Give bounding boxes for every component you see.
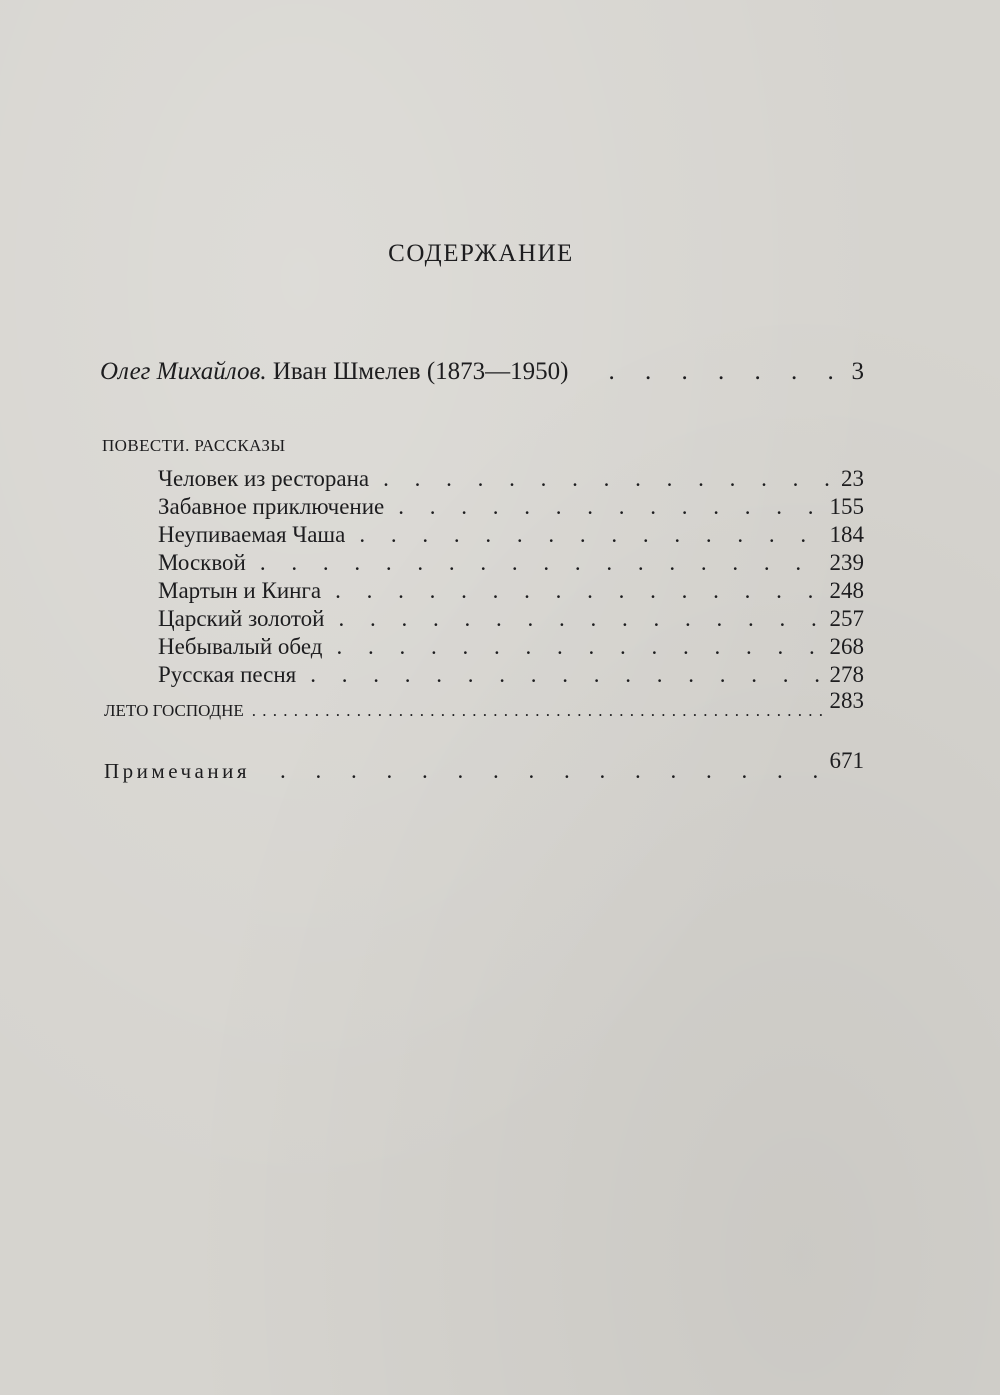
page-number: 155 [829,494,864,519]
toc-entry-title: Забавное приключение [158,494,385,519]
page-number: 283 [829,688,864,713]
dot-leader [338,606,823,632]
toc-entry [158,578,864,604]
dot-leader [310,662,823,688]
page-number: 184 [829,522,864,547]
toc-entry-title: Мартын и Кинга [158,578,322,603]
page-number: 278 [829,662,864,687]
page-number: 248 [829,578,864,603]
toc-entry [158,662,864,688]
toc-entry-title: Неупиваемая Чаша [158,522,346,547]
dot-leader [336,634,823,660]
toc-entry [158,466,864,492]
page-number: 268 [829,634,864,659]
toc-entry-title: Небывалый обед [158,634,323,659]
page-number: 3 [851,358,864,385]
toc-entry-title: Русская песня [158,662,297,687]
toc-entry-title: ЛЕТО ГОСПОДНЕ [104,701,244,720]
toc-entry [158,550,864,576]
toc-entry [158,606,864,632]
toc-entry-title: Москвой [158,550,246,575]
page-number: 23 [841,466,864,491]
toc-entry [158,634,864,660]
section-label-povesti: ПОВЕСТИ. РАССКАЗЫ [102,436,286,455]
toc-entry-title: Примечания [104,759,251,783]
preface-author: Олег Михайлов. [100,358,267,385]
dot-leader [398,494,823,520]
toc-entry [158,494,864,520]
toc-entry-title: Человек из ресторана [158,466,370,491]
page-number: 257 [829,606,864,631]
page-number: 239 [829,550,864,575]
dot-leader [383,466,835,492]
toc-entry-title: Царский золотой [158,606,325,631]
toc-entry-title [100,358,569,386]
dot-leader [280,758,823,784]
toc-entry [158,522,864,548]
toc-entry-notes [104,748,864,784]
dot-leader [252,701,824,721]
toc-entry-preface [100,358,864,386]
dot-leader [609,358,846,386]
toc-entry-leto-gospodne [104,688,864,722]
dot-leader [260,550,824,576]
page-title: СОДЕРЖАНИЕ [388,240,574,267]
dot-leader [335,578,823,604]
preface-title: Иван Шмелев (1873—1950) [272,358,569,385]
page-number: 671 [829,748,864,773]
dot-leader [359,522,823,548]
